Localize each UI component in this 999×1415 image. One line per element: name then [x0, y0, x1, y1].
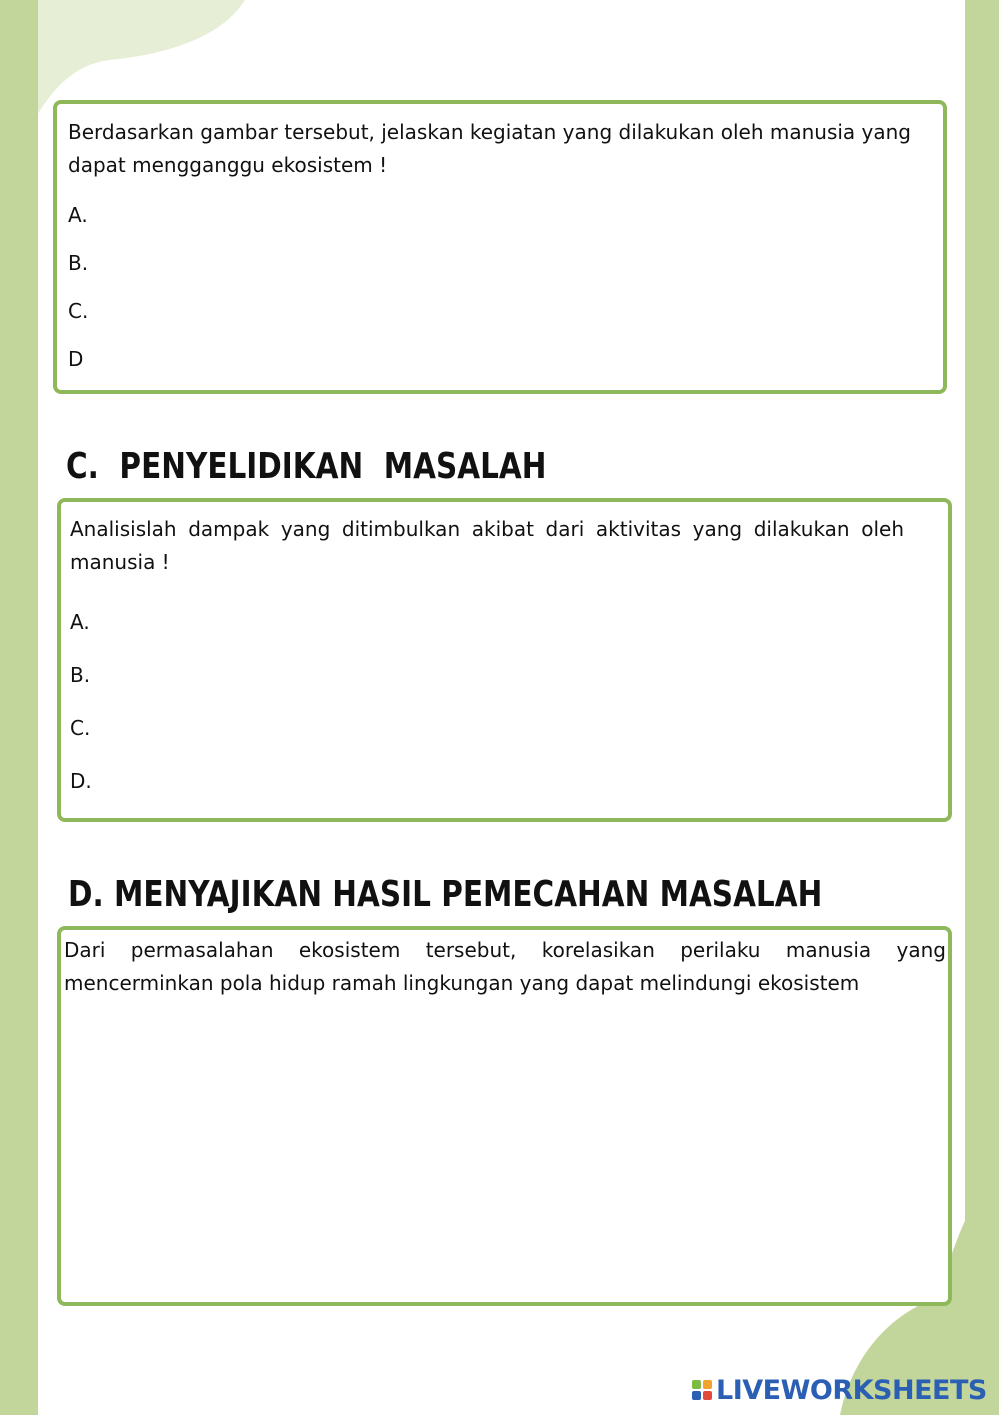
brand-name: LIVEWORKSHEETS: [716, 1374, 987, 1406]
section-heading-d: D. MENYAJIKAN HASIL PEMECAHAN MASALAH: [68, 874, 823, 915]
answer-option-a[interactable]: A.: [68, 203, 88, 227]
logo-grid-icon: [692, 1380, 712, 1400]
answer-option-d[interactable]: D: [68, 347, 84, 371]
answer-option-b[interactable]: B.: [70, 663, 91, 687]
answer-option-b[interactable]: B.: [68, 251, 89, 275]
answer-option-d[interactable]: D.: [70, 769, 92, 793]
question-text: Berdasarkan gambar tersebut, jelaskan kegiatan yang dilakukan oleh manusia yang dapat mengganggu ekosistem !: [68, 120, 911, 177]
answer-option-a[interactable]: A.: [70, 610, 90, 634]
question-box-activities: [53, 100, 947, 394]
question-text: Dari permasalahan ekosistem tersebut, korelasikan perilaku manusia yang mencerminkan pola hidup ramah lingkungan yang dapat melindungi ekosistem: [64, 938, 946, 995]
question-box-impact: [57, 498, 952, 822]
liveworksheets-logo: [692, 1374, 987, 1406]
section-heading-c: C. PENYELIDIKAN MASALAH: [66, 446, 547, 487]
question-text: Analisislah dampak yang ditimbulkan akibat dari aktivitas yang dilakukan oleh manusia !: [70, 517, 904, 574]
answer-option-c[interactable]: C.: [70, 716, 91, 740]
answer-option-c[interactable]: C.: [68, 299, 89, 323]
left-decor-strip: [0, 0, 38, 1415]
answer-box-behavior[interactable]: [57, 926, 952, 1306]
